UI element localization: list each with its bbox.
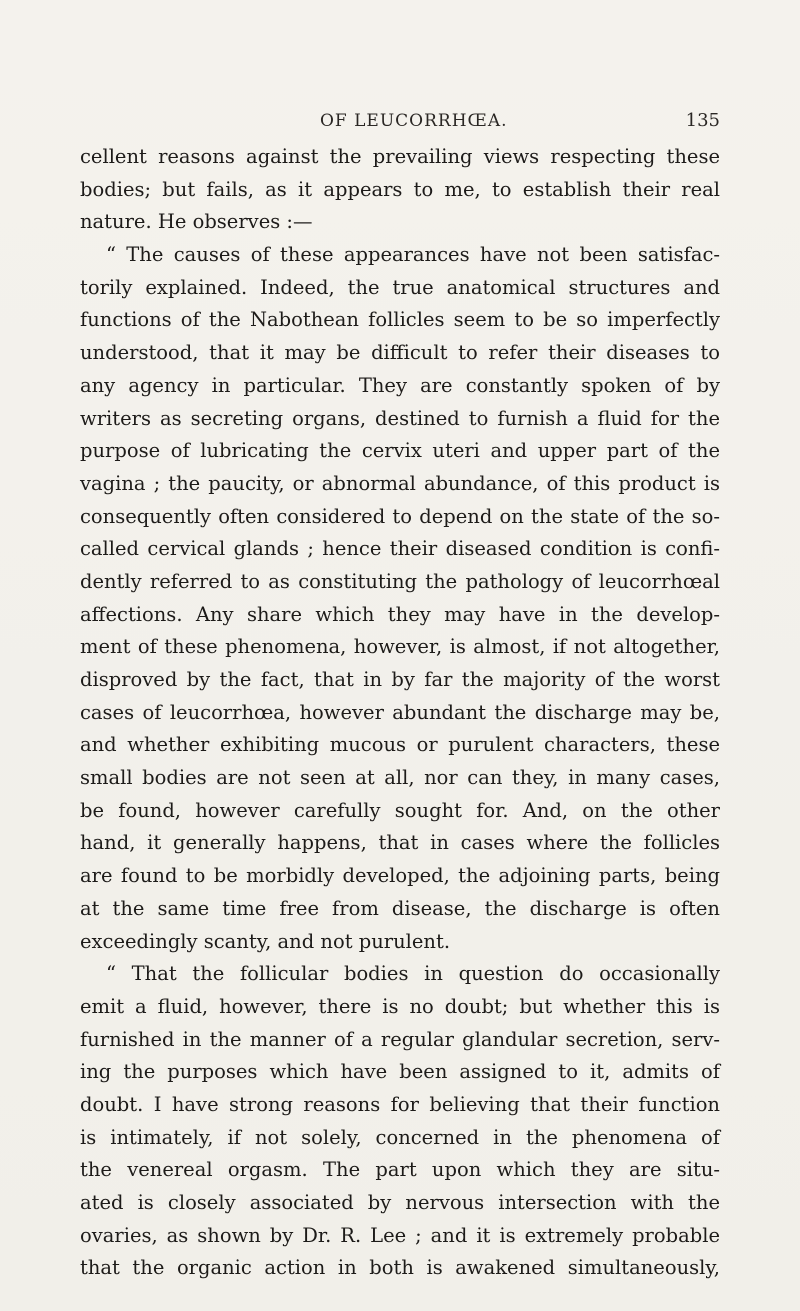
text-line: doubt. I have strong reasons for believing that their function: [80, 1092, 720, 1116]
text-line: cases of leucorrhœa, however abundant the discharge may be,: [80, 700, 720, 724]
text-line: any agency in particular. They are constantly spoken of by: [80, 373, 720, 397]
body-text: [80, 141, 720, 1285]
text-line: exceedingly scanty, and not purulent.: [80, 929, 451, 953]
text-line: hand, it generally happens, that in cases where the follicles: [80, 831, 720, 855]
text-line: is intimately, if not solely, concerned in the phenomena of: [80, 1125, 720, 1149]
running-title: OF LEUCORRHŒA.: [320, 111, 508, 131]
text-line: ovaries, as shown by Dr. R. Lee ; and it is extremely probable: [80, 1223, 720, 1247]
text-line: dently referred to as constituting the pathology of leucorrhœal: [80, 569, 720, 593]
text-line: understood, that it may be difficult to refer their diseases to: [80, 341, 720, 365]
text-line: furnished in the manner of a regular glandular secretion, serv-: [80, 1027, 720, 1051]
text-line: small bodies are not seen at all, nor can they, in many cases,: [80, 766, 720, 790]
text-line: functions of the Nabothean follicles seem to be so imperfectly: [80, 308, 720, 332]
text-line: called cervical glands ; hence their diseased condition is confi-: [80, 537, 720, 561]
text-line: be found, however carefully sought for. And, on the other: [80, 798, 720, 822]
text-line: affections. Any share which they may have in the develop-: [80, 602, 720, 626]
text-line: purpose of lubricating the cervix uteri and upper part of the: [80, 439, 720, 463]
text-line: disproved by the fact, that in by far the majority of the worst: [80, 668, 720, 691]
text-line: and whether exhibiting mucous or purulent characters, these: [80, 733, 720, 757]
page-number: 135: [685, 110, 720, 131]
text-line: vagina ; the paucity, or abnormal abundance, of this product is: [80, 471, 720, 495]
text-line: at the same time free from disease, the discharge is often: [80, 896, 720, 920]
text-line: writers as secreting organs, destined to furnish a fluid for the: [80, 406, 720, 430]
text-line: consequently often considered to depend on the state of the so-: [80, 504, 720, 528]
text-line: cellent reasons against the prevailing views respecting these: [80, 145, 720, 168]
text-line: ing the purposes which have been assigned to it, admits of: [80, 1060, 720, 1084]
text-line: are found to be morbidly developed, the adjoining parts, being: [80, 864, 720, 888]
text-line: ment of these phenomena, however, is almost, if not altogether,: [80, 635, 720, 659]
running-head: [80, 106, 720, 136]
text-line: torily explained. Indeed, the true anatomical structures and: [80, 275, 720, 299]
text-line: “ The causes of these appearances have not been satisfac-: [106, 243, 720, 267]
text-line: emit a fluid, however, there is no doubt; but whether this is: [80, 994, 720, 1018]
text-line: ated is closely associated by nervous intersection with the: [80, 1191, 720, 1214]
text-line: the venereal orgasm. The part upon which they are situ-: [80, 1158, 720, 1182]
text-line: nature. He observes :—: [80, 210, 313, 234]
text-line: bodies; but fails, as it appears to me, to establish their real: [80, 177, 720, 201]
text-line: that the organic action in both is awakened simultaneously,: [80, 1256, 720, 1280]
text-line: “ That the follicular bodies in question do occasionally: [106, 962, 720, 986]
